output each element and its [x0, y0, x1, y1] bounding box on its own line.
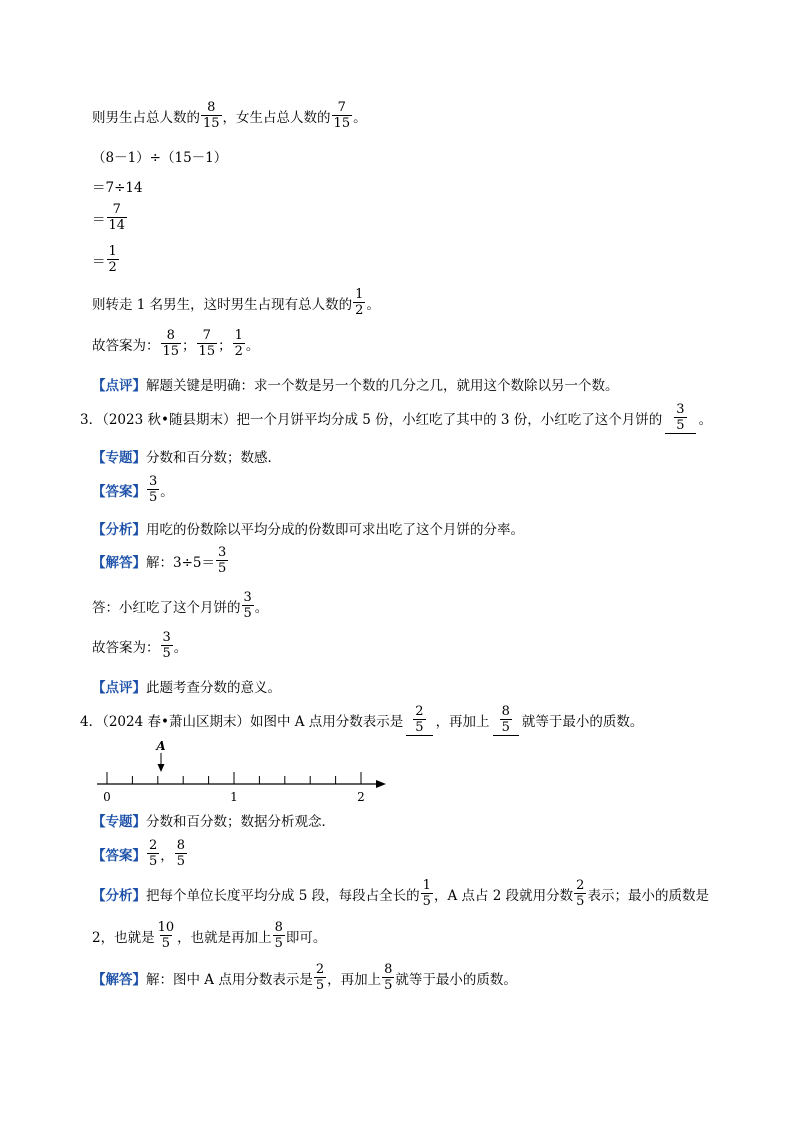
analysis-tag: 【分析】 [92, 887, 146, 904]
fraction: $\frac{3}{5}$ [243, 590, 252, 621]
q4-solution: 【解答】 解：图中 A 点用分数表示是 $\frac{2}{5}$ ，再加上 $\frac{8}{5}$ 就等于最小的质数。 [92, 962, 517, 993]
q3-comment: 【点评】 此题考查分数的意义。 [92, 676, 281, 696]
fraction: $\frac{7}{14}$ [108, 202, 126, 233]
fraction: $\frac{8}{5}$ [176, 838, 186, 869]
fraction: $\frac{8}{15}$ [162, 328, 180, 359]
comment-tag: 【点评】 [92, 378, 146, 394]
q3-stem: 3．（2023 秋•随县期末）把一个月饼平均分成 5 份，小红吃了其中的 3 份，小红吃了这个月饼的 $\frac{3}{5}$ 。 [80, 402, 713, 433]
fraction: $\frac{1}{5}$ [422, 878, 431, 909]
answer-blank: $\frac{3}{5}$ [665, 402, 695, 434]
text: 。 [353, 109, 367, 126]
fraction: $\frac{1}{2}$ [234, 328, 243, 359]
q3-reply: 答：小红吃了这个月饼的 $\frac{3}{5}$ 。 [92, 590, 269, 621]
q4-stem: 4．（2024 春•萧山区期末）如图中 A 点用分数表示是 $\frac{2}{5}$ ，再加上 $\frac{8}{5}$ 就等于最小的质数。 [80, 704, 644, 735]
answer-tag: 【答案】 [92, 847, 146, 864]
calc-step-4: ＝ $\frac{1}{2}$ [92, 244, 117, 275]
fraction: $\frac{7}{15}$ [198, 328, 216, 359]
fraction: $\frac{2}{5}$ [315, 962, 325, 993]
calc-step-1: （8－1）÷（15－1） [92, 150, 228, 166]
fraction: $\frac{2}{5}$ [149, 838, 158, 869]
q3-answer: 【答案】 $\frac{3}{5}$ 。 [92, 474, 174, 505]
intro-line-1 [92, 100, 367, 131]
q4-answer: 【答案】 $\frac{2}{5}$ ， $\frac{8}{5}$ [92, 838, 186, 869]
fraction: $\frac{8}{5}$ [384, 962, 393, 993]
tick-marks [107, 772, 361, 784]
solution-tag: 【解答】 [92, 554, 146, 571]
intro-answer: 故答案为： $\frac{8}{15}$ ； $\frac{7}{15}$ ； $\frac{1}{2}$ 。 [92, 328, 260, 359]
q3-analysis: 【分析】 用吃的份数除以平均分成的份数即可求出吃了这个月饼的分率。 [92, 518, 524, 538]
intro-comment: 【点评】 解题关键是明确：求一个数是另一个数的几分之几，就用这个数除以另一个数。 [92, 374, 619, 394]
topic-tag: 【专题】 [92, 450, 146, 466]
fraction: $\frac{1}{2}$ [355, 287, 364, 318]
fraction: $\frac{1}{2}$ [108, 244, 117, 275]
q4-topic: 【专题】 分数和百分数；数据分析观念． [92, 810, 335, 830]
calc-step-3: ＝ $\frac{7}{14}$ [92, 202, 126, 233]
calc-step-2: ＝7÷14 [92, 180, 143, 196]
label-1: 1 [230, 790, 238, 804]
label-2: 2 [357, 790, 365, 804]
q4-analysis: 【分析】 把每个单位长度平均分成 5 段，每段占全长的 $\frac{1}{5}$ ，A 点占 2 段就用分数 $\frac{2}{5}$ 表示；最小的质数是 [92, 878, 709, 909]
down-arrow-icon [158, 764, 165, 772]
text: 则男生占总人数的 [92, 109, 200, 126]
q3-solution: 【解答】 解：3÷5＝ $\frac{3}{5}$ [92, 545, 227, 576]
fraction: $\frac{3}{5}$ [218, 545, 227, 576]
topic-tag: 【专题】 [92, 814, 146, 830]
fraction: $\frac{7}{15}$ [333, 100, 351, 131]
fraction: $\frac{2}{5}$ [576, 878, 585, 909]
fraction: $\frac{3}{5}$ [162, 630, 171, 661]
text: ，女生占总人数的 [222, 109, 331, 126]
answer-blank-2: $\frac{8}{5}$ [493, 704, 519, 736]
comment-tag: 【点评】 [92, 680, 146, 696]
fraction: $\frac{3}{5}$ [149, 474, 158, 505]
intro-line-2: 则转走 1 名男生，这时男生占现有总人数的 $\frac{1}{2}$ 。 [92, 287, 380, 318]
number-line-figure [92, 738, 392, 806]
arrow-head-icon [376, 780, 386, 788]
fraction: $\frac{8}{15}$ [203, 100, 220, 131]
point-a-label: A [156, 739, 166, 753]
solution-tag: 【解答】 [92, 971, 146, 988]
q4-analysis-2: 2，也就是 $\frac{10}{5}$ ，也就是再加上 $\frac{8}{5}$ 即可。 [92, 920, 327, 951]
answer-tag: 【答案】 [92, 483, 146, 500]
answer-blank-1: $\frac{2}{5}$ [406, 704, 432, 736]
q3-final: 故答案为： $\frac{3}{5}$ 。 [92, 630, 188, 661]
analysis-tag: 【分析】 [92, 522, 146, 538]
fraction: $\frac{10}{5}$ [157, 920, 175, 951]
label-0: 0 [103, 790, 111, 804]
fraction: $\frac{8}{5}$ [274, 920, 283, 951]
q3-topic: 【专题】 分数和百分数；数感． [92, 446, 281, 466]
